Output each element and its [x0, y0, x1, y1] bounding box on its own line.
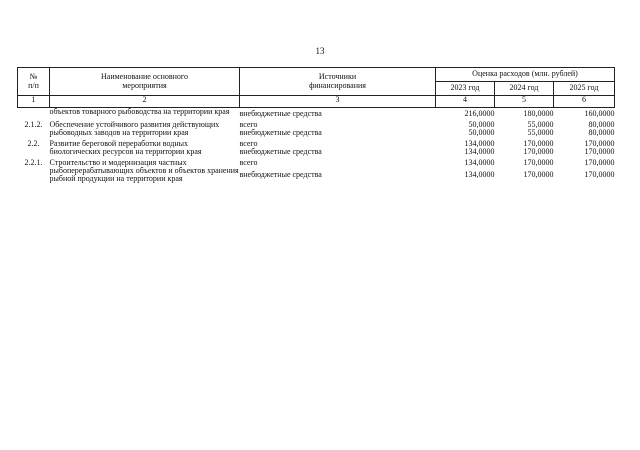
- row-value-2025: 170,0000: [584, 158, 615, 167]
- header-name-label: Наименование основного мероприятия: [100, 72, 188, 90]
- row-value-2024: 180,0000: [523, 109, 554, 118]
- row-value-2025: 170,0000: [584, 170, 615, 179]
- row-source: всего: [239, 120, 258, 129]
- row-value-2023: 134,0000: [464, 147, 495, 156]
- header-estimate: [436, 68, 615, 82]
- row-number: [18, 108, 50, 119]
- row-value-2024: 55,0000: [527, 128, 554, 137]
- row-value-2024: 170,0000: [523, 147, 554, 156]
- page-number: 13: [315, 46, 325, 56]
- row-value-2023: 134,0000: [464, 170, 495, 179]
- header-number-label: № п/п: [28, 72, 39, 90]
- row-name: Строительство и модернизация частных рыбоперерабатывающих объектов и объектов хранения рыбной продукции на территории края: [49, 158, 239, 183]
- row-number: 2.1.2.: [24, 120, 43, 129]
- row-number: 2.2.1.: [24, 158, 43, 167]
- row-number: 2.2.: [27, 139, 40, 148]
- header-name: [50, 68, 240, 96]
- header-year-2025: 2025 год: [554, 82, 615, 96]
- row-value-2025: 160,0000: [584, 109, 615, 118]
- row-value-2024: 170,0000: [523, 158, 554, 167]
- row-value-2024: 55,0000: [527, 120, 554, 129]
- row-value-2023: 216,0000: [464, 109, 495, 118]
- row-value-2023: 134,0000: [464, 139, 495, 148]
- header-estimate-label: Оценка расходов (млн. рублей): [472, 69, 578, 79]
- header-year-2023: 2023 год: [436, 82, 495, 96]
- column-number-5: 5: [495, 96, 554, 108]
- row-value-2024: 170,0000: [523, 170, 554, 179]
- row-value-2023: 50,0000: [468, 120, 495, 129]
- row-source: всего: [239, 158, 258, 167]
- row-name: Развитие береговой переработки водных биологических ресурсов на территории края: [49, 139, 202, 156]
- header-year-2024: 2024 год: [495, 82, 554, 96]
- column-number-1: 1: [18, 96, 50, 108]
- header-number: [18, 68, 50, 96]
- column-number-4: 4: [436, 96, 495, 108]
- table-row: [18, 108, 615, 119]
- row-value-2025: 80,0000: [588, 120, 615, 129]
- expenditure-table: [17, 67, 615, 183]
- row-name: объектов товарного рыбоводства на территории края: [49, 107, 230, 116]
- row-source: внебюджетные средства: [239, 147, 322, 156]
- row-value-2025: 170,0000: [584, 147, 615, 156]
- row-source: всего: [239, 139, 258, 148]
- column-number-6: 6: [554, 96, 615, 108]
- row-value-2025: 80,0000: [588, 128, 615, 137]
- row-value-2023: 50,0000: [468, 128, 495, 137]
- row-value-2023: 134,0000: [464, 158, 495, 167]
- row-value-2025: 170,0000: [584, 139, 615, 148]
- row-name: Обеспечение устойчивого развития действующих рыбоводных заводов на территории края: [49, 120, 220, 137]
- row-source: внебюджетные средства: [239, 128, 322, 137]
- header-sources-label: Источники финансирования: [309, 72, 366, 90]
- column-number-3: 3: [240, 96, 436, 108]
- column-number-2: 2: [50, 96, 240, 108]
- row-source: внебюджетные средства: [239, 170, 322, 179]
- header-sources: [240, 68, 436, 96]
- row-value-2024: 170,0000: [523, 139, 554, 148]
- row-source: внебюджетные средства: [239, 109, 322, 118]
